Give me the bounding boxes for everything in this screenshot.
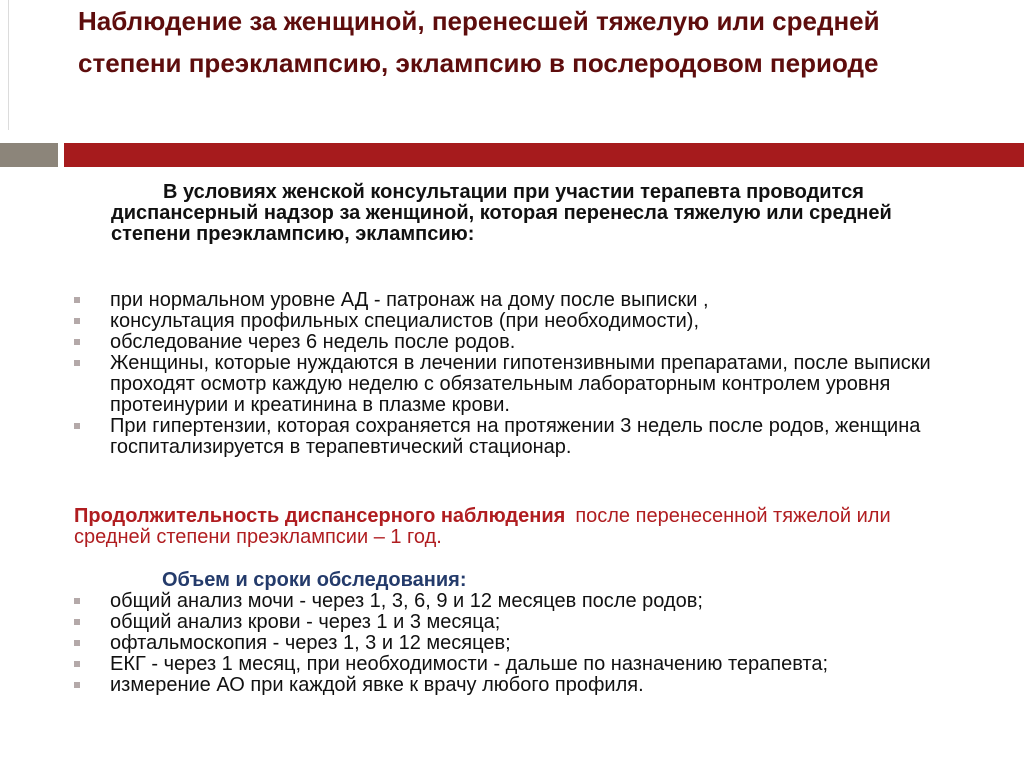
list-item: обследование через 6 недель после родов. bbox=[74, 332, 974, 353]
intro-paragraph: В условиях женской консультации при участии терапевта проводится диспансерный надзор за женщиной, которая перенесла тяжелую или средней степени преэклампсию, эклампсию: bbox=[111, 181, 892, 245]
title-accent-bar-red bbox=[64, 143, 1024, 167]
bullet-icon bbox=[74, 318, 80, 324]
slide-title: Наблюдение за женщиной, перенесшей тяжелую или средней степени преэклампсию, эклампсию в послеродовом периоде bbox=[78, 6, 880, 78]
bullet-icon bbox=[74, 661, 80, 667]
list-item: Женщины, которые нуждаются в лечении гипотензивными препаратами, после выписки проходят осмотр каждую неделю с обязательным лабораторным контролем уровня протеинурии и креатинина в плазме крови. bbox=[74, 353, 974, 416]
list-item: консультация профильных специалистов (при необходимости), bbox=[74, 311, 974, 332]
exam-heading: Объем и сроки обследования: bbox=[162, 569, 467, 591]
bullet-icon bbox=[74, 682, 80, 688]
bullet-icon bbox=[74, 423, 80, 429]
title-accent-bar-grey bbox=[0, 143, 58, 167]
duration-text: после перенесенной тяжелой или средней степени преэклампсии – 1 год. bbox=[74, 505, 891, 548]
list-item: общий анализ мочи - через 1, 3, 6, 9 и 12 месяцев после родов; bbox=[74, 591, 974, 612]
list-item: При гипертензии, которая сохраняется на протяжении 3 недель после родов, женщина госпитализируется в терапевтический стационар. bbox=[74, 416, 974, 458]
exam-schedule-list bbox=[74, 591, 974, 696]
bullet-icon bbox=[74, 297, 80, 303]
list-item: общий анализ крови - через 1 и 3 месяца; bbox=[74, 612, 974, 633]
bullet-icon bbox=[74, 360, 80, 366]
list-item: офтальмоскопия - через 1, 3 и 12 месяцев; bbox=[74, 633, 974, 654]
list-item: ЕКГ - через 1 месяц, при необходимости - дальше по назначению терапевта; bbox=[74, 654, 974, 675]
list-item: при нормальном уровне АД - патронаж на дому после выписки , bbox=[74, 290, 974, 311]
duration-label: Продолжительность диспансерного наблюдения bbox=[74, 505, 566, 527]
bullet-icon bbox=[74, 598, 80, 604]
bullet-icon bbox=[74, 619, 80, 625]
observation-list bbox=[74, 290, 974, 458]
observation-duration bbox=[74, 506, 964, 548]
bullet-icon bbox=[74, 640, 80, 646]
list-item: измерение АО при каждой явке к врачу любого профиля. bbox=[74, 675, 974, 696]
bullet-icon bbox=[74, 339, 80, 345]
left-divider-line bbox=[8, 0, 9, 130]
